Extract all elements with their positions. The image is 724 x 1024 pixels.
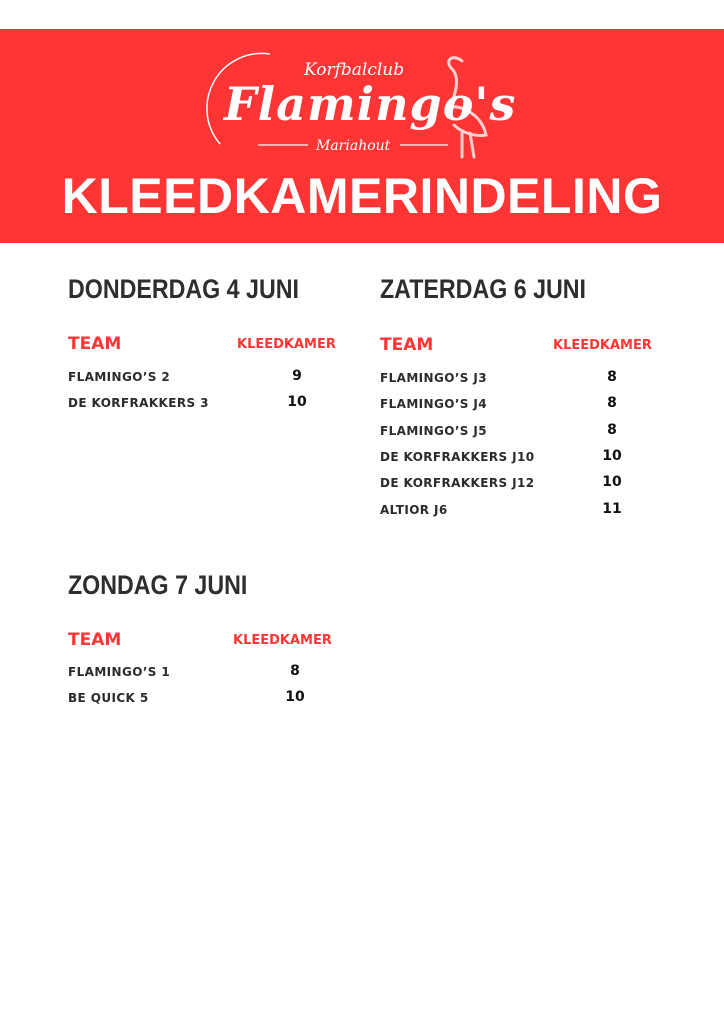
column-header-room: KLEEDKAMER <box>233 633 332 648</box>
room-number: 10 <box>287 394 307 410</box>
team-name: FLAMINGO’S 2 <box>68 370 171 384</box>
room-number: 10 <box>285 689 305 705</box>
room-number: 8 <box>607 395 617 411</box>
column-header-room: KLEEDKAMER <box>553 338 652 353</box>
day-section-zondag <box>68 570 368 720</box>
column-header-team: TEAM <box>68 334 122 354</box>
room-number: 11 <box>602 501 622 517</box>
team-name: BE QUICK 5 <box>68 691 149 705</box>
logo-place-text: Mariahout <box>316 138 391 154</box>
day-title: ZATERDAG 6 JUNI <box>380 274 586 304</box>
room-number: 8 <box>607 369 617 385</box>
page-title: KLEEDKAMERINDELING <box>61 168 663 224</box>
column-header-team: TEAM <box>68 630 122 650</box>
club-logo <box>200 49 517 159</box>
team-name: FLAMINGO’S 1 <box>68 665 171 679</box>
room-number: 9 <box>292 368 302 384</box>
team-name: DE KORFRAKKERS 3 <box>68 396 209 410</box>
column-header-room: KLEEDKAMER <box>237 337 336 352</box>
logo-club-text: Korfbalclub <box>304 60 405 80</box>
team-name: FLAMINGO’S J5 <box>380 424 488 438</box>
room-number: 8 <box>290 663 300 679</box>
team-name: FLAMINGO’S J4 <box>380 397 488 411</box>
team-name: ALTIOR J6 <box>380 503 448 517</box>
team-name: DE KORFRAKKERS J12 <box>380 476 535 490</box>
room-number: 8 <box>607 422 617 438</box>
team-name: DE KORFRAKKERS J10 <box>380 450 535 464</box>
day-section-donderdag <box>68 274 368 424</box>
room-number: 10 <box>602 448 622 464</box>
logo-name-text: Flamingo's <box>224 77 517 131</box>
column-header-team: TEAM <box>380 335 434 355</box>
header-banner <box>0 29 724 243</box>
day-title: ZONDAG 7 JUNI <box>68 570 248 600</box>
team-name: FLAMINGO’S J3 <box>380 371 488 385</box>
room-number: 10 <box>602 474 622 490</box>
day-title: DONDERDAG 4 JUNI <box>68 274 299 304</box>
day-section-zaterdag <box>380 274 680 524</box>
